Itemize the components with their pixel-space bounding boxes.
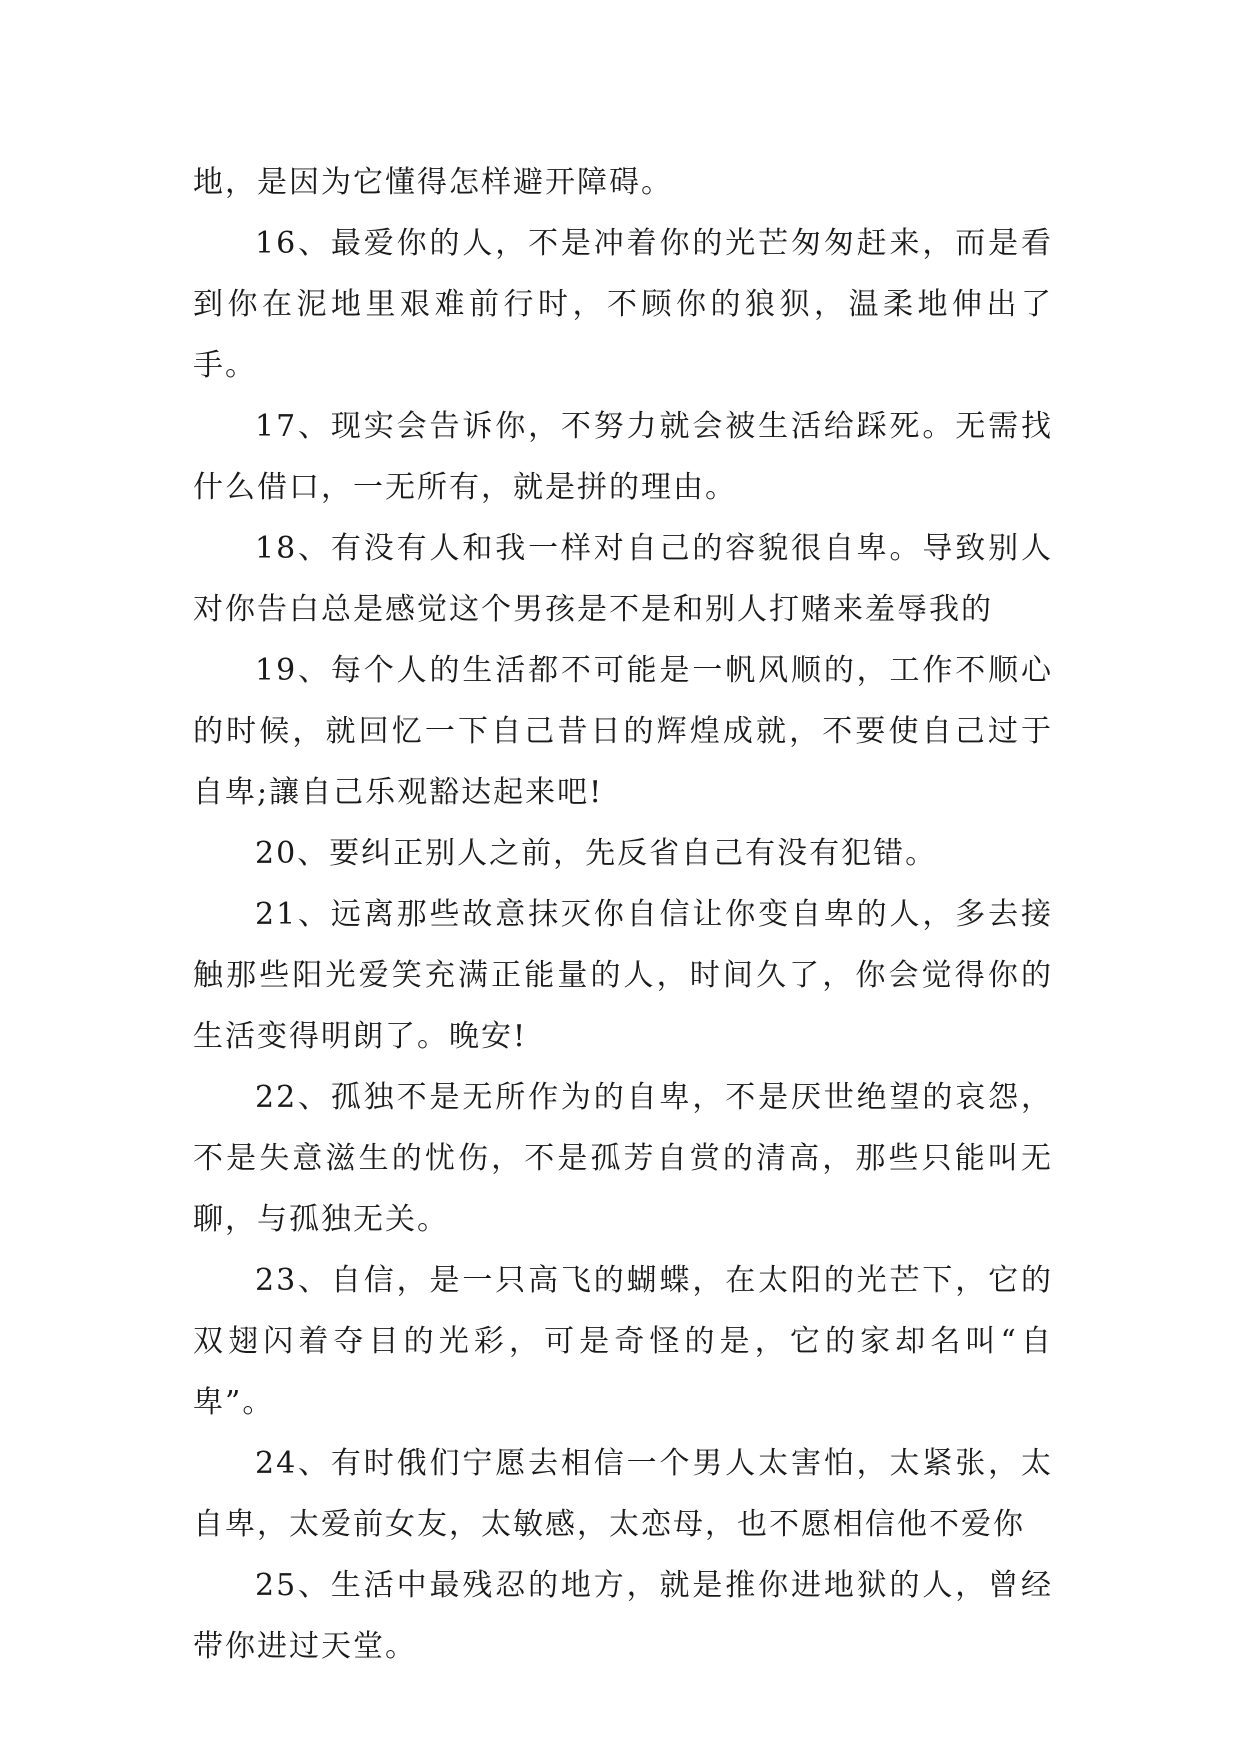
paragraph-23: 23、自信，是一只高飞的蝴蝶，在太阳的光芒下，它的双翅闪着夺目的光彩，可是奇怪的是，它的家却名叫“自卑”。 <box>193 1263 1053 1420</box>
body-text <box>193 152 1053 1677</box>
paragraph-22: 22、孤独不是无所作为的自卑，不是厌世绝望的哀怨，不是失意滋生的忧伤，不是孤芳自赏的清高，那些只能叫无聊，与孤独无关。 <box>193 1080 1053 1237</box>
paragraph-21: 21、远离那些故意抹灭你自信让你变自卑的人，多去接触那些阳光爱笑充满正能量的人，时间久了，你会觉得你的生活变得明朗了。晚安! <box>193 897 1053 1054</box>
paragraph-25: 25、生活中最残忍的地方，就是推你进地狱的人，曾经带你进过天堂。 <box>193 1568 1053 1664</box>
paragraph-16: 16、最爱你的人，不是冲着你的光芒匆匆赶来，而是看到你在泥地里艰难前行时，不顾你的狼狈，温柔地伸出了手。 <box>193 226 1053 383</box>
paragraph-17: 17、现实会告诉你，不努力就会被生活给踩死。无需找什么借口，一无所有，就是拼的理由。 <box>193 409 1053 505</box>
paragraph-18: 18、有没有人和我一样对自己的容貌很自卑。导致别人对你告白总是感觉这个男孩是不是和别人打赌来羞辱我的 <box>193 531 1053 627</box>
paragraph-24: 24、有时俄们宁愿去相信一个男人太害怕，太紧张，太自卑，太爱前女友，太敏感，太恋母，也不愿相信他不爱你 <box>193 1446 1053 1542</box>
paragraph-20: 20、要纠正别人之前，先反省自己有没有犯错。 <box>255 836 938 871</box>
paragraph-continuation: 地，是因为它懂得怎样避开障碍。 <box>193 165 673 200</box>
paragraph-19: 19、每个人的生活都不可能是一帆风顺的，工作不顺心的时候，就回忆一下自己昔日的辉煌成就，不要使自己过于自卑;讓自己乐观豁达起来吧! <box>193 653 1053 810</box>
